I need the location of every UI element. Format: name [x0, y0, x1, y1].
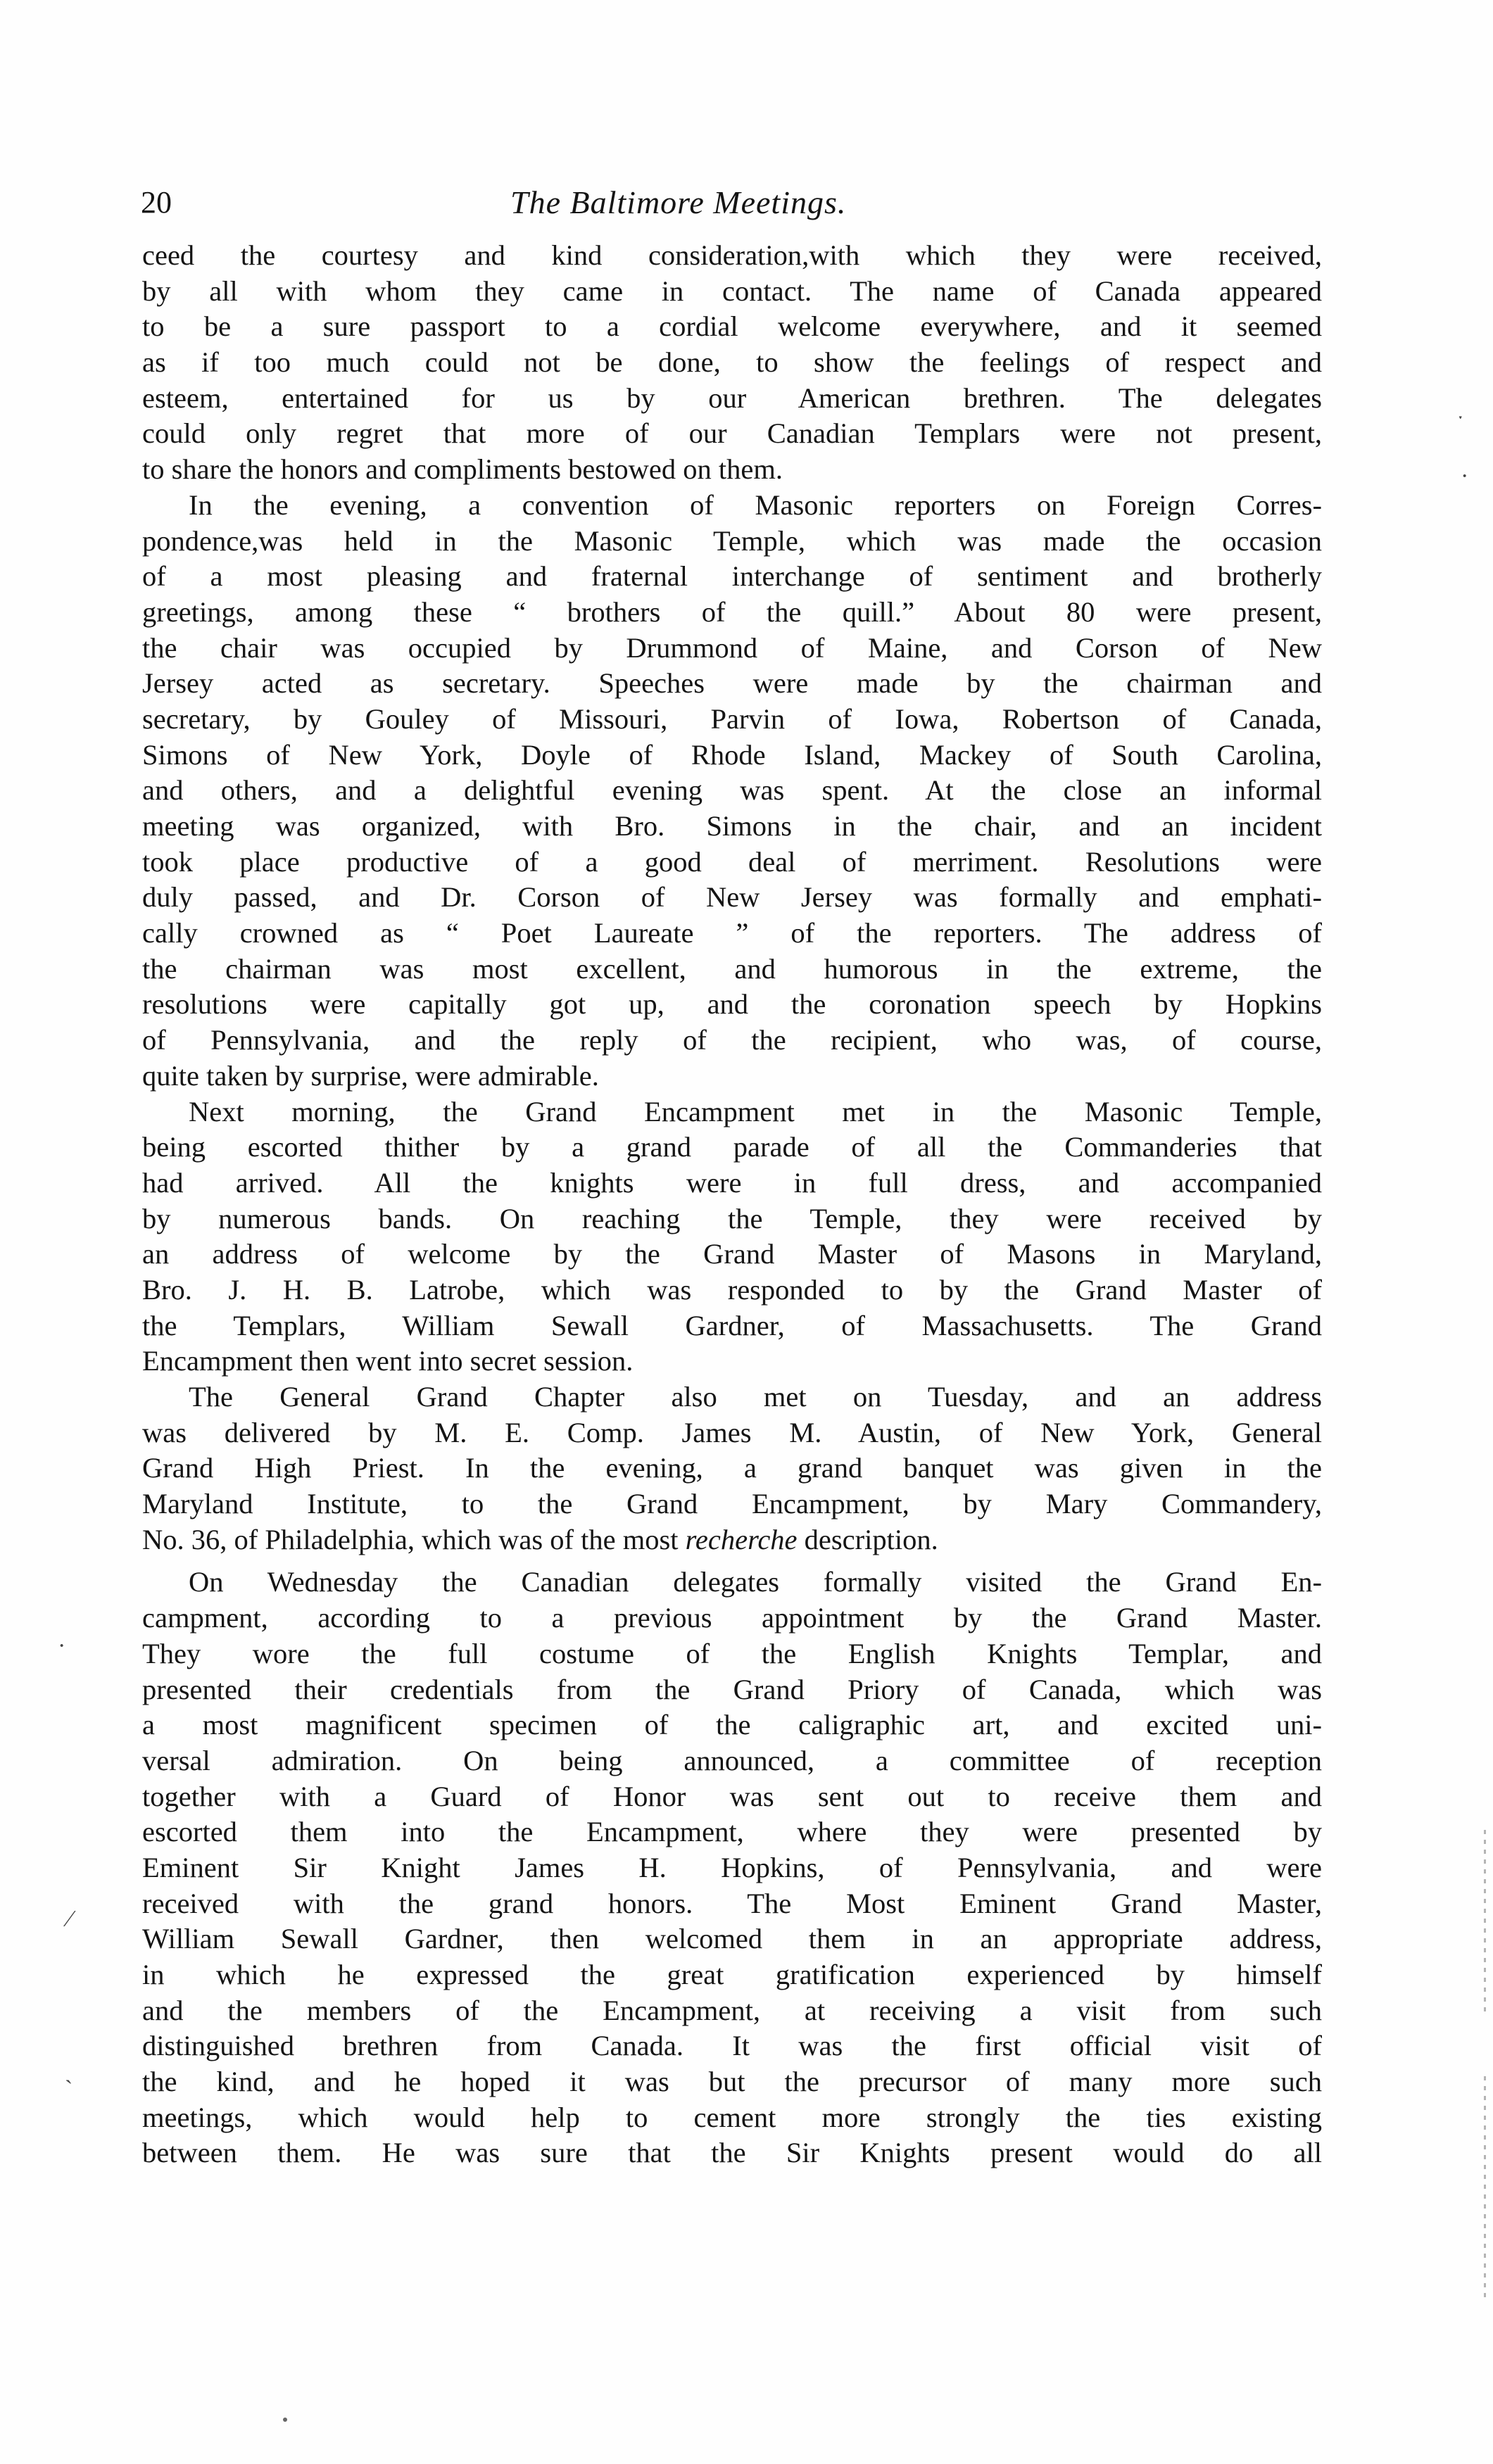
- text-line: Next morning, the Grand Encampment met in the Masonic Temple,: [189, 1095, 1322, 1127]
- text-line: Grand High Priest. In the evening, a grand banquet was given in the: [142, 1452, 1322, 1484]
- text-line: an address of welcome by the Grand Master of Masons in Maryland,: [142, 1238, 1322, 1270]
- text-line: and the members of the Encampment, at receiving a visit from such: [142, 1994, 1322, 2026]
- text-line: by all with whom they came in contact. The name of Canada appeared: [142, 274, 1322, 307]
- text-line: greetings, among these “ brothers of the quill.” About 80 were present,: [142, 595, 1322, 628]
- text-line: as if too much could not be done, to show the feelings of respect and: [142, 346, 1322, 379]
- text-line: the chairman was most excellent, and humorous in the extreme, the: [142, 952, 1322, 985]
- paragraph-2: [142, 488, 1322, 1094]
- text-line: versal admiration. On being announced, a committee of reception: [142, 1744, 1322, 1776]
- footer-speck: [283, 2418, 287, 2422]
- text-line: in which he expressed the great gratification experienced by himself: [142, 1959, 1322, 1990]
- text-line: was delivered by M. E. Comp. James M. Austin, of New York, General: [142, 1416, 1322, 1448]
- text-line: quite taken by surprise, were admirable.: [142, 1059, 599, 1092]
- text-line: campment, according to a previous appointment by the Grand Master.: [142, 1602, 1322, 1634]
- text-line: Maryland Institute, to the Grand Encampment, by Mary Commandery,: [142, 1488, 1322, 1520]
- text-line: a most magnificent specimen of the caligraphic art, and excited uni-: [142, 1709, 1322, 1741]
- text-line: being escorted thither by a grand parade of all the Commanderies that: [142, 1131, 1322, 1163]
- text-line: In the evening, a convention of Masonic reporters on Foreign Corres-: [189, 488, 1322, 521]
- margin-speck: ·: [58, 1633, 66, 1659]
- text-line: escorted them into the Encampment, where they were presented by: [142, 1816, 1322, 1848]
- text-line: presented their credentials from the Grand Priory of Canada, which was: [142, 1673, 1322, 1705]
- text-line: to be a sure passport to a cordial welcome everywhere, and it seemed: [142, 310, 1322, 343]
- text-line: resolutions were capitally got up, and the coronation speech by Hopkins: [142, 988, 1322, 1021]
- text-line: [142, 1522, 1322, 1558]
- paragraph-1: [142, 238, 1322, 488]
- running-title: The Baltimore Meetings.: [510, 184, 847, 220]
- text-run: No. 36, of Philadelphia, which was of the most: [142, 1523, 686, 1555]
- text-line: cally crowned as “ Poet Laureate ” of the reporters. The address of: [142, 917, 1322, 949]
- paragraph-3: [142, 1094, 1322, 1380]
- text-line: had arrived. All the knights were in full dress, and accompanied: [142, 1166, 1322, 1199]
- text-line: the kind, and he hoped it was but the precursor of many more such: [142, 2066, 1322, 2098]
- text-line: William Sewall Gardner, then welcomed them in an appropriate address,: [142, 1923, 1322, 1955]
- text-line: esteem, entertained for us by our American brethren. The delegates: [142, 381, 1322, 414]
- text-line: duly passed, and Dr. Corson of New Jersey was formally and emphati-: [142, 881, 1322, 914]
- binding-edge-mark: [1484, 2076, 1486, 2301]
- text-line: by numerous bands. On reaching the Temple, they were received by: [142, 1202, 1322, 1234]
- text-line: secretary, by Gouley of Missouri, Parvin of Iowa, Robertson of Canada,: [142, 702, 1322, 735]
- text-line: could only regret that more of our Canadian Templars were not present,: [142, 417, 1322, 450]
- text-line: Jersey acted as secretary. Speeches were made by the chairman and: [142, 667, 1322, 700]
- text-line: meeting was organized, with Bro. Simons in the chair, and an incident: [142, 810, 1322, 842]
- text-line: Encampment then went into secret session.: [142, 1345, 634, 1377]
- text-line: Simons of New York, Doyle of Rhode Island, Mackey of South Carolina,: [142, 738, 1322, 771]
- text-line: distinguished brethren from Canada. It was the first official visit of: [142, 2030, 1322, 2062]
- text-line: of a most pleasing and fraternal interchange of sentiment and brotherly: [142, 560, 1322, 593]
- text-run: description.: [797, 1523, 938, 1555]
- margin-speck: ·: [1461, 463, 1469, 489]
- paragraph-4: [142, 1379, 1322, 1558]
- paragraph-5: [142, 1565, 1322, 2171]
- text-line: The General Grand Chapter also met on Tuesday, and an address: [189, 1381, 1322, 1413]
- page-number: 20: [141, 185, 172, 220]
- text-line: ceed the courtesy and kind consideration,with which they were received,: [142, 239, 1322, 271]
- binding-edge-mark: [1484, 1830, 1486, 2013]
- text-line: They wore the full costume of the English Knights Templar, and: [142, 1637, 1322, 1669]
- italic-term: recherche: [685, 1523, 798, 1555]
- text-line: of Pennsylvania, and the reply of the recipient, who was, of course,: [142, 1024, 1322, 1056]
- margin-speck: ˑ: [1457, 407, 1464, 433]
- text-line: Bro. J. H. B. Latrobe, which was responded to by the Grand Master of: [142, 1273, 1322, 1306]
- margin-speck: ⁄: [68, 1906, 72, 1932]
- text-line: together with a Guard of Honor was sent out to receive them and: [142, 1780, 1322, 1812]
- text-line: received with the grand honors. The Most Eminent Grand Master,: [142, 1887, 1322, 1919]
- text-line: the Templars, William Sewall Gardner, of Massachusetts. The Grand: [142, 1309, 1322, 1341]
- text-line: the chair was occupied by Drummond of Maine, and Corson of New: [142, 631, 1322, 664]
- margin-speck: ˎ: [65, 2058, 73, 2084]
- text-line: On Wednesday the Canadian delegates formally visited the Grand En-: [189, 1566, 1322, 1598]
- text-line: pondence,was held in the Masonic Temple, which was made the occasion: [142, 524, 1322, 557]
- text-line: Eminent Sir Knight James H. Hopkins, of Pennsylvania, and were: [142, 1851, 1322, 1883]
- body-text: [142, 238, 1322, 2171]
- running-head: [141, 182, 1323, 231]
- text-line: took place productive of a good deal of merriment. Resolutions were: [142, 845, 1322, 878]
- text-line: meetings, which would help to cement more strongly the ties existing: [142, 2101, 1322, 2133]
- text-line: and others, and a delightful evening was spent. At the close an informal: [142, 774, 1322, 807]
- text-line: between them. He was sure that the Sir Knights present would do all: [142, 2137, 1322, 2169]
- text-line: to share the honors and compliments bestowed on them.: [142, 453, 783, 486]
